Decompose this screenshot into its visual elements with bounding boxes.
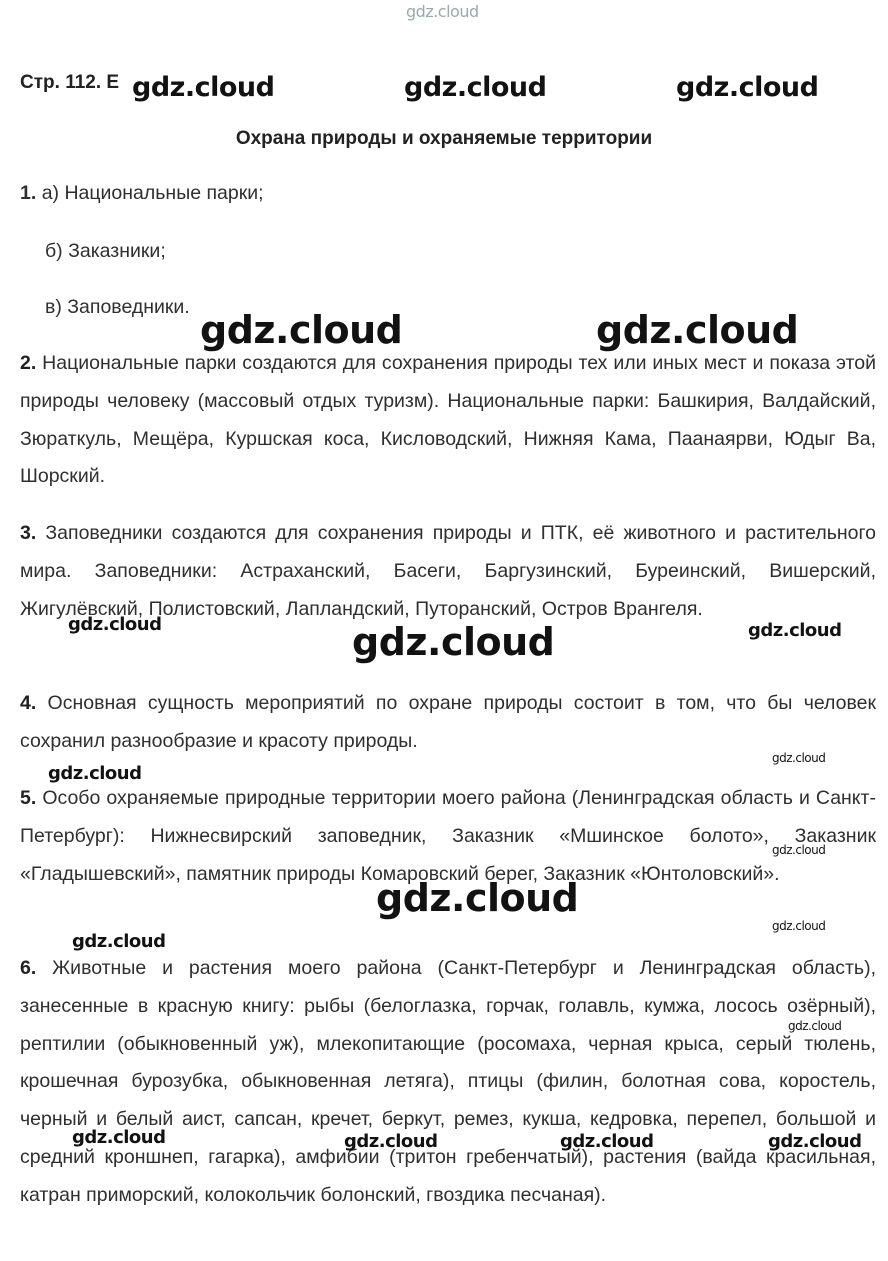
- watermark: gdz.cloud: [596, 308, 799, 352]
- answer-6-number: 6.: [20, 957, 37, 979]
- watermark: gdz.cloud: [748, 620, 842, 641]
- watermark: gdz.cloud: [200, 308, 403, 352]
- answer-4-number: 4.: [20, 692, 37, 714]
- watermark: gdz.cloud: [48, 763, 142, 784]
- watermark: gdz.cloud: [788, 1019, 842, 1033]
- watermark: gdz.cloud: [68, 614, 162, 635]
- answer-3-text: Заповедники создаются для сохранения природы и ПТК, её животного и растительного мира. Заповедники: Астраханский, Басеги, Баргузинский, Буреинский, Вишерский, Жигулёвский, Полистовский, Лапландский, Путоранский, Остров Врангеля.: [20, 522, 877, 620]
- watermark: gdz.cloud: [676, 72, 819, 103]
- answer-3-number: 3.: [20, 522, 37, 544]
- answer-1-number: 1.: [20, 182, 37, 204]
- watermark: gdz.cloud: [376, 876, 579, 920]
- watermark: gdz.cloud: [72, 931, 166, 952]
- answer-2: [20, 345, 876, 496]
- answer-1-b: б) Заказники;: [45, 240, 166, 262]
- page-title: Охрана природы и охраняемые территории: [235, 128, 653, 149]
- answer-5-number: 5.: [20, 787, 37, 809]
- watermark: gdz.cloud: [344, 1131, 438, 1152]
- watermark: gdz.cloud: [560, 1131, 654, 1152]
- watermark: gdz.cloud: [404, 72, 547, 103]
- watermark: gdz.cloud: [406, 2, 479, 21]
- watermark: gdz.cloud: [772, 919, 826, 933]
- answer-1-a-text: а) Национальные парки;: [41, 182, 264, 204]
- watermark: gdz.cloud: [772, 751, 826, 765]
- answer-1-a: [20, 182, 264, 205]
- answer-2-number: 2.: [20, 352, 37, 374]
- answer-6-text: Животные и растения моего района (Санкт-Петербург и Ленинградская область), занесенные в красную книгу: рыбы (белоглазка, горчак, голавль, кумжа, лосось озёрный), рептилии (обыкновенный уж), млекопитающие (росомаха, черная крыса, серый тюлень, крошечная бурозубка, обыкновенная летяга), птицы (филин, болотная сова, коростель, черный и белый аист, сапсан, кречет, беркут, ремез, кукша, кедровка, перепел, большой и средний кроншнеп, гагарка), амфибии (тритон гребенчатый), растения (вайда красильная, катран приморский, колокольчик болонский, гвоздика песчаная).: [20, 957, 876, 1206]
- watermark: gdz.cloud: [352, 620, 555, 664]
- watermark: gdz.cloud: [768, 1131, 862, 1152]
- answer-2-text: Национальные парки создаются для сохранения природы тех или иных мест и показа этой природы человеку (массовый отдых туризм). Национальные парки: Башкирия, Валдайский, Зюраткуль, Мещёра, Куршская коса, Кисловодский, Нижняя Кама, Паанаярви, Юдыг Ва, Шорский.: [20, 352, 876, 488]
- answer-1-c: в) Заповедники.: [45, 296, 190, 318]
- watermark: gdz.cloud: [772, 843, 826, 857]
- answer-3: [20, 515, 876, 628]
- watermark: gdz.cloud: [132, 72, 275, 103]
- answer-4: [20, 685, 876, 761]
- page-reference: Стр. 112. Е: [20, 72, 120, 93]
- answer-5-text: Особо охраняемые природные территории моего района (Ленинградская область и Санкт-Петербург): Нижнесвирский заповедник, Заказник «Мшинское болото», Заказник «Гладышевский», памятник природы Комаровский берег, Заказник «Юнтоловский».: [20, 787, 876, 885]
- answer-6: [20, 950, 876, 1215]
- watermark: gdz.cloud: [72, 1127, 166, 1148]
- answer-4-text: Основная сущность мероприятий по охране природы состоит в том, что бы человек сохранил разнообразие и красоту природы.: [20, 692, 877, 752]
